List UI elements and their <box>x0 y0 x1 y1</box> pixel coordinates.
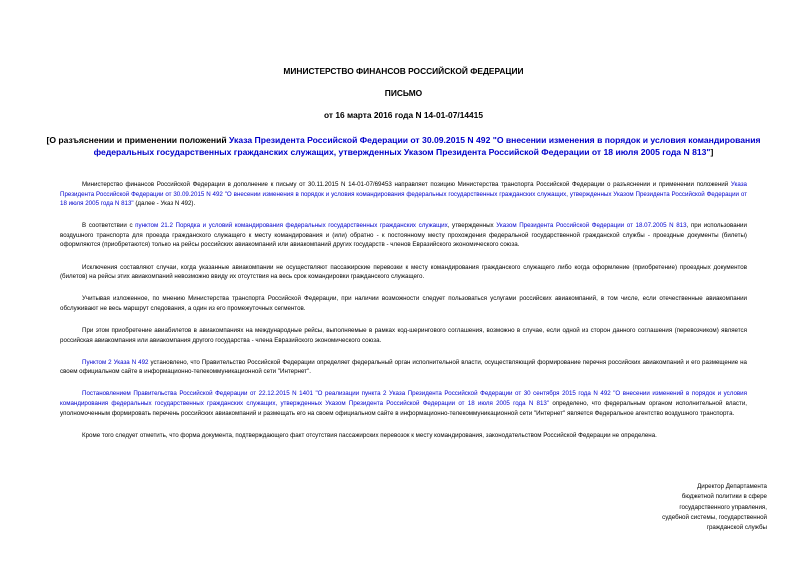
clause-21-2-link[interactable]: пунктом 21.2 Порядка и условий командирования федеральных государственных гражданских служащих <box>135 222 448 230</box>
paragraph-7-text-1: определено, что федеральным органом исполнительной власти, уполномоченным формировать перечень российских авиакомпаний и размещать его на своем официальном сайте в информационно-телекоммуникационной сети "Интернет" является Федеральное агентство воздушного транспорта. <box>60 399 747 417</box>
paragraph-4: Учитывая изложенное, по мнению Министерства транспорта Российской Федерации, при наличии возможности следует пользоваться услугами российских авиакомпаний, в том числе, если отечественные авиакомпании обслуживают не весь маршрут следования, а один из его промежуточных сегментов. <box>60 295 747 312</box>
paragraph-2 <box>40 221 767 250</box>
document-title <box>40 134 767 158</box>
paragraph-2-text-1: В соответствии с <box>82 222 136 230</box>
title-suffix: ] <box>710 147 714 157</box>
paragraph-3: Исключения составляют случаи, когда указанные авиакомпании не осуществляют пассажирские перевозки к месту командирования гражданского служащего либо когда оформление (приобретение) проездных документов (билетов) на рейсы этих авиакомпаний невозможно ввиду их отсутствия на весь срок командировки гражданского служащего. <box>60 263 747 281</box>
signature-line-2: бюджетной политики в сфере <box>681 493 767 501</box>
signature-line-3: государственного управления, <box>679 503 767 511</box>
resolution-1401-link[interactable]: Постановлением Правительства Российской Федерации от 22.12.2015 N 1401 "О реализации пункта 2 Указа Президента Российской Федерации от 30 сентября 2015 года N 492 "О внесении изменений в порядок и условия командирования федеральных государственных гражданских служащих, утвержденных Указом Президента Российской Федерации от 18 июля 2005 года N 813" <box>60 390 747 407</box>
paragraph-6-text-1: установлено, что Правительство Российской Федерации определяет федеральный орган исполнительной власти, осуществляющий формирование перечня российских авиакомпаний и его размещение на своем официальном сайте в информационно-телекоммуникационной сети "Интернет". <box>60 358 748 376</box>
paragraph-2-text-2: , утвержденных <box>447 222 497 230</box>
title-prefix: [О разъяснении и применении положений <box>46 135 230 145</box>
paragraph-2-text-3: , при использовании воздушного транспорта для проезда гражданского служащего к месту командирования и (или) обратно - к постоянному месту прохождения федеральной государственной гражданской службы - проездные документы (билеты) оформляются (приобретаются) только на рейсы российских авиакомпаний или авиакомпаний других государств - членов Евразийского экономического союза. <box>60 222 747 249</box>
decree-492-link[interactable]: Указа Президента Российской Федерации от 30.09.2015 N 492 "О внесении изменения в порядок и условия командирования федеральных государственных гражданских служащих, утвержденных Указом Президента Российской Федерации от 18 июля 2005 года N 813" <box>60 181 747 208</box>
title-decree-link[interactable]: Указа Президента Российской Федерации от 30.09.2015 N 492 "О внесении изменения в порядок и условия командирования федеральных государственных гражданских служащих, утвержденных Указом Президента Российской Федерации от 18 июля 2005 года N 813" <box>93 135 761 157</box>
document-date-number: от 16 марта 2016 года N 14-01-07/14415 <box>324 110 483 120</box>
clause-2-decree-492-link[interactable]: Пунктом 2 Указа N 492 <box>82 358 149 366</box>
paragraph-6 <box>40 358 767 377</box>
signature-line-1: Директор Департамента <box>697 483 767 490</box>
paragraph-1-text-2: (далее - Указ N 492). <box>133 200 196 208</box>
paragraph-1-text-1: Министерство финансов Российской Федерации в дополнение к письму от 30.11.2015 N 14-01-07/69453 направляет позицию Министерства транспорта Российской Федерации о разъяснении и применении положений <box>82 181 731 188</box>
ministry-heading: МИНИСТЕРСТВО ФИНАНСОВ РОССИЙСКОЙ ФЕДЕРАЦИИ <box>283 66 524 76</box>
paragraph-7 <box>40 389 767 418</box>
paragraph-8: Кроме того следует отметить, что форма документа, подтверждающего факт отсутствия пассажирских перевозок к месту командирования, законодательством Российской Федерации не определена. <box>82 431 657 439</box>
signature-line-5: гражданской службы <box>706 524 767 532</box>
signature-block <box>662 482 767 533</box>
signature-line-4: судебной системы, государственной <box>662 513 767 521</box>
decree-813-link[interactable]: Указом Президента Российской Федерации от 18.07.2005 N 813 <box>496 222 687 230</box>
paragraph-1 <box>40 180 767 209</box>
document-type-heading: ПИСЬМО <box>384 88 423 98</box>
document-body <box>40 180 767 440</box>
paragraph-5: При этом приобретение авиабилетов в авиакомпаниях на международные рейсы, выполняемые в рамках код-шерингового соглашения, возможно в случае, если одной из сторон данного соглашения (перевозчиком) является российская авиакомпания или авиакомпания другого государства - члена Евразийского экономического союза. <box>60 326 747 344</box>
